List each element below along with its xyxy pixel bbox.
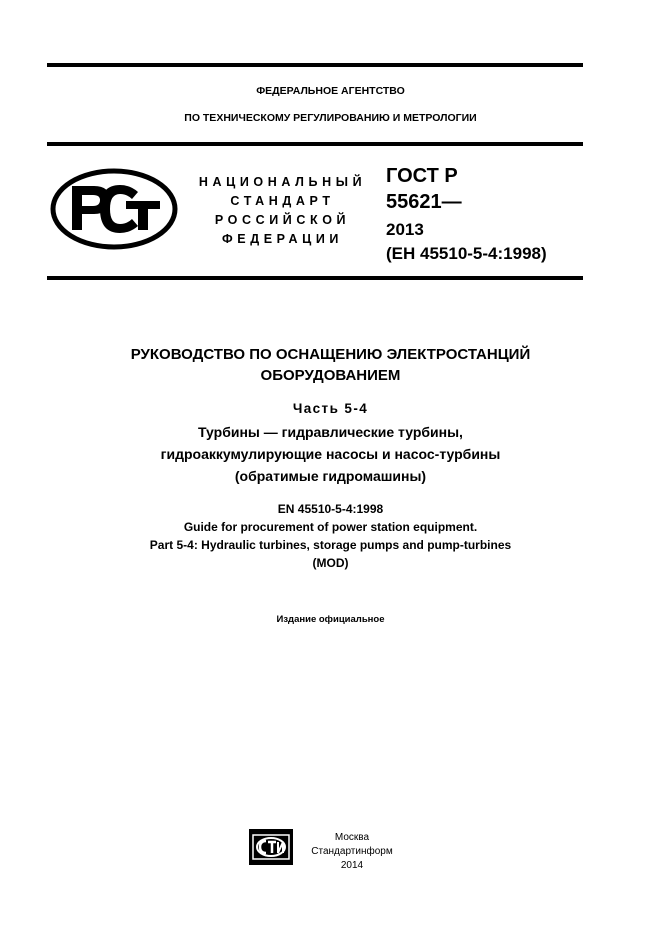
- document-subtitle-line-1: Турбины — гидравлические турбины,: [198, 424, 463, 440]
- en-reference-line-2: Guide for procurement of power station equipment.: [183, 520, 478, 534]
- publisher-name: Стандартинформ: [311, 846, 393, 857]
- national-standard-line-2: СТАНДАРТ: [230, 194, 335, 208]
- agency-line-1: ФЕДЕРАЛЬНОЕ АГЕНТСТВО: [256, 85, 405, 97]
- edition-label: Издание официальное: [276, 614, 385, 625]
- document-title-line-1: РУКОВОДСТВО ПО ОСНАЩЕНИЮ ЭЛЕКТРОСТАНЦИЙ: [130, 346, 531, 363]
- national-standard-line-4: ФЕДЕРАЦИИ: [221, 232, 343, 246]
- header-rule: [47, 142, 583, 146]
- en-reference-line-4: (MOD): [312, 556, 349, 570]
- publisher-city: Москва: [334, 832, 370, 843]
- publisher-year: 2014: [340, 860, 364, 871]
- agency-line-2: ПО ТЕХНИЧЕСКОМУ РЕГУЛИРОВАНИЮ И МЕТРОЛОГИИ: [184, 112, 477, 124]
- standard-rule: [47, 276, 583, 280]
- national-standard-line-1: НАЦИОНАЛЬНЫЙ: [198, 175, 367, 189]
- document-subtitle-line-2: гидроаккумулирующие насосы и насос-турбины: [160, 446, 501, 462]
- en-reference-line-3: Part 5-4: Hydraulic turbines, storage pumps and pump-turbines: [149, 538, 512, 552]
- document-part: Часть 5-4: [292, 401, 369, 416]
- gost-number: 55621—: [386, 191, 462, 213]
- standartinform-logo-icon: [249, 829, 293, 865]
- national-standard-line-3: РОССИЙСКОЙ: [214, 213, 351, 227]
- top-rule: [47, 63, 583, 67]
- gost-label: ГОСТ Р: [386, 165, 458, 187]
- gost-year: 2013: [386, 220, 424, 239]
- document-subtitle-line-3: (обратимые гидромашины): [234, 468, 427, 484]
- gost-r-logo-icon: [50, 168, 178, 250]
- en-reference-line-1: EN 45510-5-4:1998: [277, 502, 384, 516]
- gost-en-reference: (ЕН 45510-5-4:1998): [386, 244, 547, 263]
- document-title-line-2: ОБОРУДОВАНИЕМ: [260, 367, 401, 384]
